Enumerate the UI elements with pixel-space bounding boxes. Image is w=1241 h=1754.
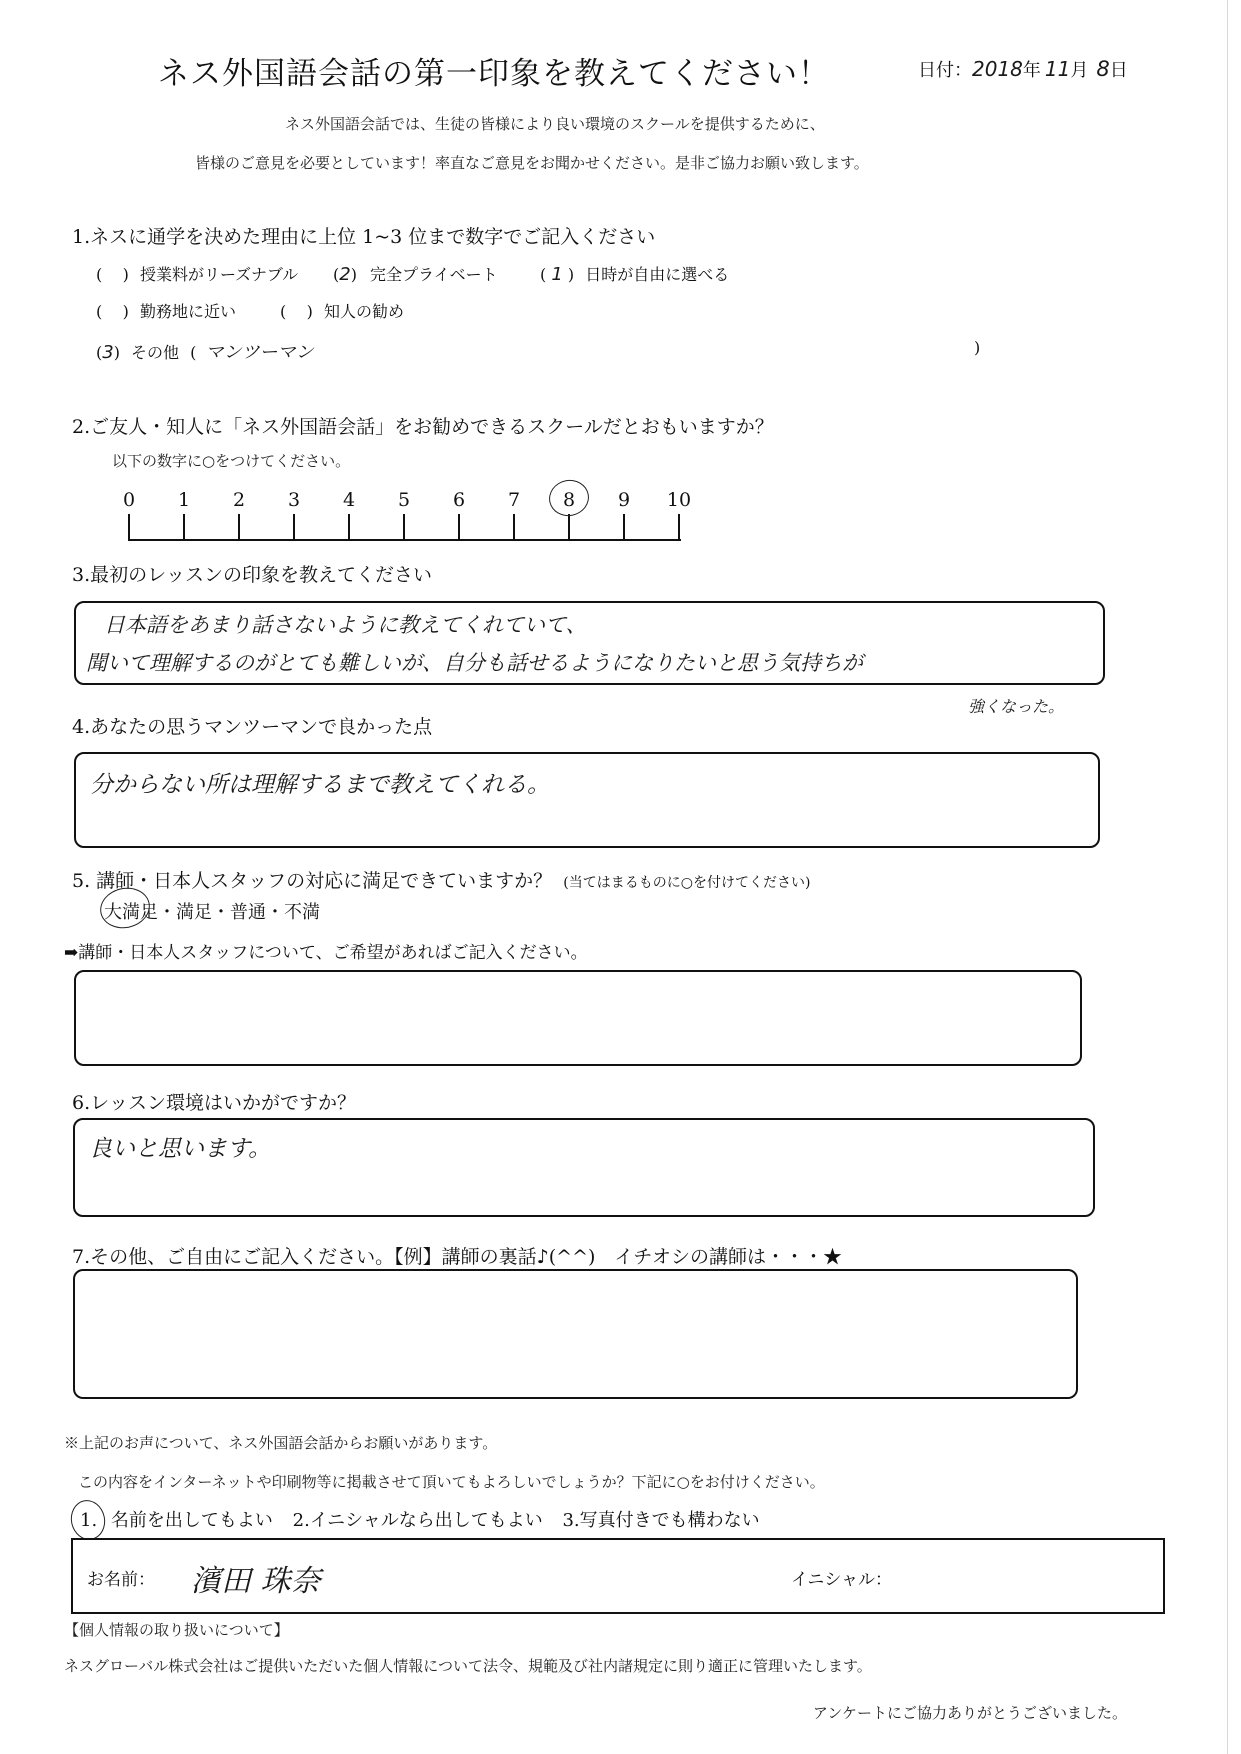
intro-line-2: 皆様のご意見を必要としています！率直なご意見をお聞かせください。是非ご協力お願い致します。 (195, 154, 869, 172)
date-year: 2018 (972, 57, 1023, 81)
consent-option-name-ok[interactable]: 名前を出してもよい (110, 1510, 273, 1531)
scale-label-3[interactable]: 3 (287, 489, 301, 511)
q3-answer-line-3: 強くなった。 (968, 697, 1065, 716)
q5-hint: (当てはまるものに○を付けてください) (563, 875, 811, 891)
scale-tick-6 (458, 514, 460, 541)
consent-options (80, 1506, 760, 1532)
scale-label-0[interactable]: 0 (122, 489, 136, 511)
q4-answer: 分からない所は理解するまで教えてくれる。 (90, 772, 550, 798)
rank-slot[interactable]: ( ) (96, 265, 129, 284)
name-value[interactable]: 濱田 珠奈 (191, 1564, 321, 1599)
q5-question-row (72, 866, 810, 893)
scan-edge (1227, 0, 1228, 1754)
q7-answer-box[interactable] (73, 1269, 1078, 1399)
q3-answer-line-1: 日本語をあまり話さないように教えてくれていて、 (104, 613, 587, 637)
name-box (71, 1538, 1165, 1614)
q2-question: 2.ご友人・知人に「ネス外国語会話」をお勧めできるスクールだとおもいますか？ (72, 416, 774, 438)
date-year-unit: 年 (1022, 60, 1041, 81)
scale-tick-3 (293, 514, 295, 541)
page-title: ネス外国語会話の第一印象を教えてください！ (158, 56, 830, 92)
scale-label-2[interactable]: 2 (232, 489, 246, 511)
rank-slot[interactable]: (2) (333, 264, 357, 285)
selected-score-circle (546, 476, 593, 520)
scale-tick-8 (568, 514, 570, 541)
q1-option-referral[interactable]: ( ) 知人の勧め (280, 302, 404, 321)
scale-label-9[interactable]: 9 (617, 489, 631, 511)
privacy-body: ネスグローバル株式会社はご提供いただいた個人情報について法令、規範及び社内諸規定に則り適正に管理いたします。 (64, 1657, 872, 1675)
q1-other-text[interactable]: マンツーマン (205, 342, 314, 363)
scale-label-1[interactable]: 1 (177, 489, 191, 511)
date-day: 8 (1096, 57, 1110, 81)
q1-option-private[interactable]: (2) 完全プライベート (333, 264, 498, 285)
q7-question: 7.その他、ご自由にご記入ください。【例】講師の裏話♪(^^) イチオシの講師は・・・★ (72, 1246, 843, 1268)
scale-tick-2 (238, 514, 240, 541)
q5-followup: ➡講師・日本人スタッフについて、ご希望があればご記入ください。 (64, 943, 588, 963)
q5-option-satisfied[interactable]: 満足 (176, 902, 212, 923)
date-month: 11 (1044, 57, 1071, 81)
q3-question: 3.最初のレッスンの印象を教えてください (72, 564, 432, 586)
q4-question: 4.あなたの思うマンツーマンで良かった点 (72, 716, 433, 738)
q6-answer: 良いと思います。 (89, 1136, 272, 1162)
q1-question: 1.ネスに通学を決めた理由に上位 1~3 位まで数字でご記入ください (72, 226, 656, 248)
thanks-message: アンケートにご協力ありがとうございました。 (812, 1704, 1127, 1722)
q5-answer-box[interactable] (74, 970, 1082, 1066)
q1-option-reasonable[interactable]: ( ) 授業料がリーズナブル (96, 265, 299, 284)
rank-slot[interactable]: ( 1 ) (540, 264, 575, 285)
initial-label: イニシャル： (791, 1570, 892, 1590)
scale-label-4[interactable]: 4 (342, 489, 356, 511)
q1-option-near-work[interactable]: ( ) 勤務地に近い (96, 302, 236, 321)
q3-answer-line-2: 聞いて理解するのがとても難しいが、自分も話せるようになりたいと思う気持ちが (86, 651, 863, 675)
consent-request: この内容をインターネットや印刷物等に掲載させて頂いてもよろしいでしょうか？下記に○をお付けください。 (78, 1473, 825, 1491)
privacy-heading: 【個人情報の取り扱いについて】 (64, 1621, 289, 1639)
q6-answer-box[interactable] (73, 1118, 1095, 1217)
date-label: 日付： (918, 60, 972, 81)
scale-label-7[interactable]: 7 (507, 489, 521, 511)
consent-note: ※上記のお声について、ネス外国語会話からお願いがあります。 (64, 1434, 498, 1452)
scale-baseline (128, 539, 681, 541)
q1-option-flexible-schedule[interactable]: ( 1 ) 日時が自由に選べる (540, 264, 730, 285)
consent-option-initial-ok[interactable]: 2.イニシャルなら出してもよい (292, 1510, 543, 1531)
intro-line-1: ネス外国語会話では、生徒の皆様により良い環境のスクールを提供するために、 (285, 115, 825, 133)
date-day-unit: 日 (1109, 60, 1128, 81)
q5-question: 5. 講師・日本人スタッフの対応に満足できていますか？ (72, 870, 553, 892)
q1-other-close-paren: ) (974, 338, 981, 357)
q5-option-very-satisfied[interactable]: 大満足 (104, 902, 158, 923)
rank-slot[interactable]: ( ) (96, 302, 129, 321)
q6-question: 6.レッスン環境はいかがですか？ (72, 1092, 356, 1114)
q5-options: 大満足・満足・普通・不満 (104, 902, 320, 923)
scale-tick-0 (128, 514, 130, 541)
rank-slot[interactable]: (3) (96, 342, 120, 363)
scale-tick-9 (623, 514, 625, 541)
scale-tick-7 (513, 514, 515, 541)
consent-option-1-number[interactable]: 1. (80, 1510, 98, 1531)
name-label: お名前： (87, 1570, 155, 1590)
scale-label-6[interactable]: 6 (452, 489, 466, 511)
scale-tick-1 (183, 514, 185, 541)
consent-option-photo-ok[interactable]: 3.写真付きでも構わない (562, 1510, 760, 1531)
q5-option-dissatisfied[interactable]: 不満 (284, 902, 320, 923)
q5-option-neutral[interactable]: 普通 (230, 902, 266, 923)
scale-tick-4 (348, 514, 350, 541)
date-field (918, 56, 1128, 82)
scale-tick-10 (678, 514, 680, 541)
q2-instruction: 以下の数字に○をつけてください。 (112, 452, 351, 470)
q4-answer-box[interactable] (74, 752, 1100, 848)
consent-selected-circle (67, 1497, 109, 1543)
q1-option-other[interactable]: (3) その他 ( マンツーマン (96, 342, 314, 363)
scale-label-10[interactable]: 10 (666, 489, 692, 511)
scale-label-5[interactable]: 5 (397, 489, 411, 511)
scale-label-8[interactable]: 8 (562, 489, 576, 511)
scale-tick-5 (403, 514, 405, 541)
q3-answer-box[interactable] (74, 601, 1105, 685)
date-month-unit: 月 (1070, 60, 1089, 81)
rank-slot[interactable]: ( ) (280, 302, 313, 321)
